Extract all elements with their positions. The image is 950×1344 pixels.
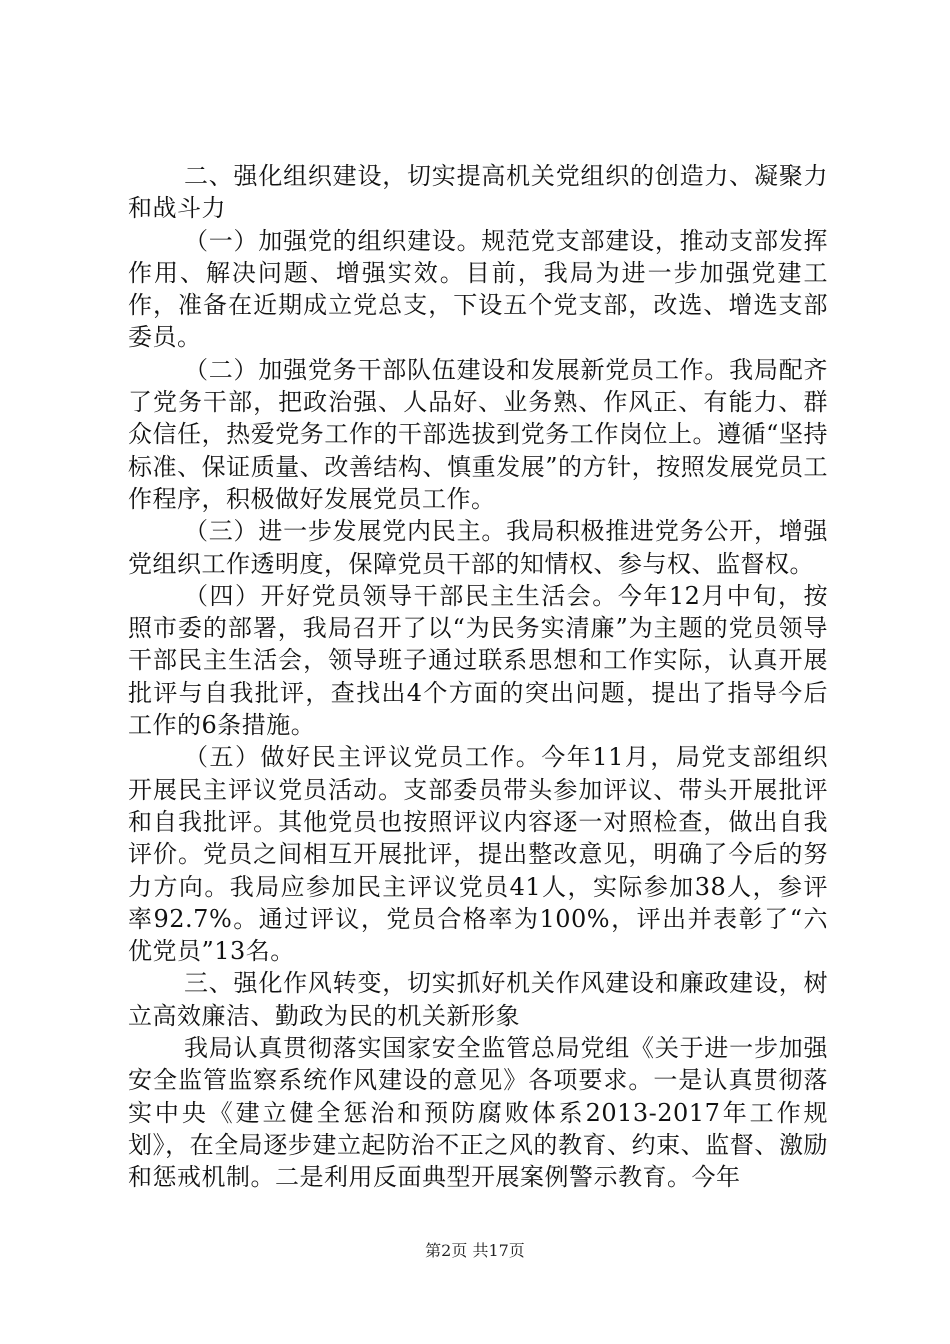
paragraph-item-3: （三）进一步发展党内民主。我局积极推进党务公开，增强党组织工作透明度，保障党员干部的知情权、参与权、监督权。 xyxy=(128,517,828,578)
paragraph-item-1: （一）加强党的组织建设。规范党支部建设，推动支部发挥作用、解决问题、增强实效。目前，我局为进一步加强党建工作，准备在近期成立党总支，下设五个党支部，改选、增选支部委员。 xyxy=(128,226,828,352)
section-heading-3: 三、强化作风转变，切实抓好机关作风建设和廉政建设，树立高效廉洁、勤政为民的机关新形象 xyxy=(128,969,828,1030)
document-body xyxy=(128,160,828,1194)
paragraph-item-5: （五）做好民主评议党员工作。今年11月，局党支部组织开展民主评议党员活动。支部委员带头参加评议、带头开展批评和自我批评。其他党员也按照评议内容逐一对照检查，做出自我评价。党员之间相互开展批评，提出整改意见，明确了今后的努力方向。我局应参加民主评议党员41人，实际参加38人，参评率92.7%。通过评议，党员合格率为100%，评出并表彰了“六优党员”13名。 xyxy=(128,743,828,966)
section-heading-2: 二、强化组织建设，切实提高机关党组织的创造力、凝聚力和战斗力 xyxy=(128,162,828,223)
paragraph-item-4: （四）开好党员领导干部民主生活会。今年12月中旬，按照市委的部署，我局召开了以“为民务实清廉”为主题的党员领导干部民主生活会，领导班子通过联系思想和工作实际，认真开展批评与自我批评，查找出4个方面的突出问题，提出了指导今后工作的6条措施。 xyxy=(128,581,828,740)
paragraph-body: 我局认真贯彻落实国家安全监管总局党组《关于进一步加强安全监管监察系统作风建设的意见》各项要求。一是认真贯彻落实中央《建立健全惩治和预防腐败体系2013-2017年工作规划》，在全局逐步建立起防治不正之风的教育、约束、监督、激励和惩戒机制。二是利用反面典型开展案例警示教育。今年 xyxy=(128,1034,828,1192)
paragraph-item-2: （二）加强党务干部队伍建设和发展新党员工作。我局配齐了党务干部，把政治强、人品好、业务熟、作风正、有能力、群众信任，热爱党务工作的干部选拔到党务工作岗位上。遵循“坚持标准、保证质量、改善结构、慎重发展”的方针，按照发展党员工作程序，积极做好发展党员工作。 xyxy=(128,355,828,513)
page-number-footer: 第2页 共17页 xyxy=(425,1241,525,1260)
